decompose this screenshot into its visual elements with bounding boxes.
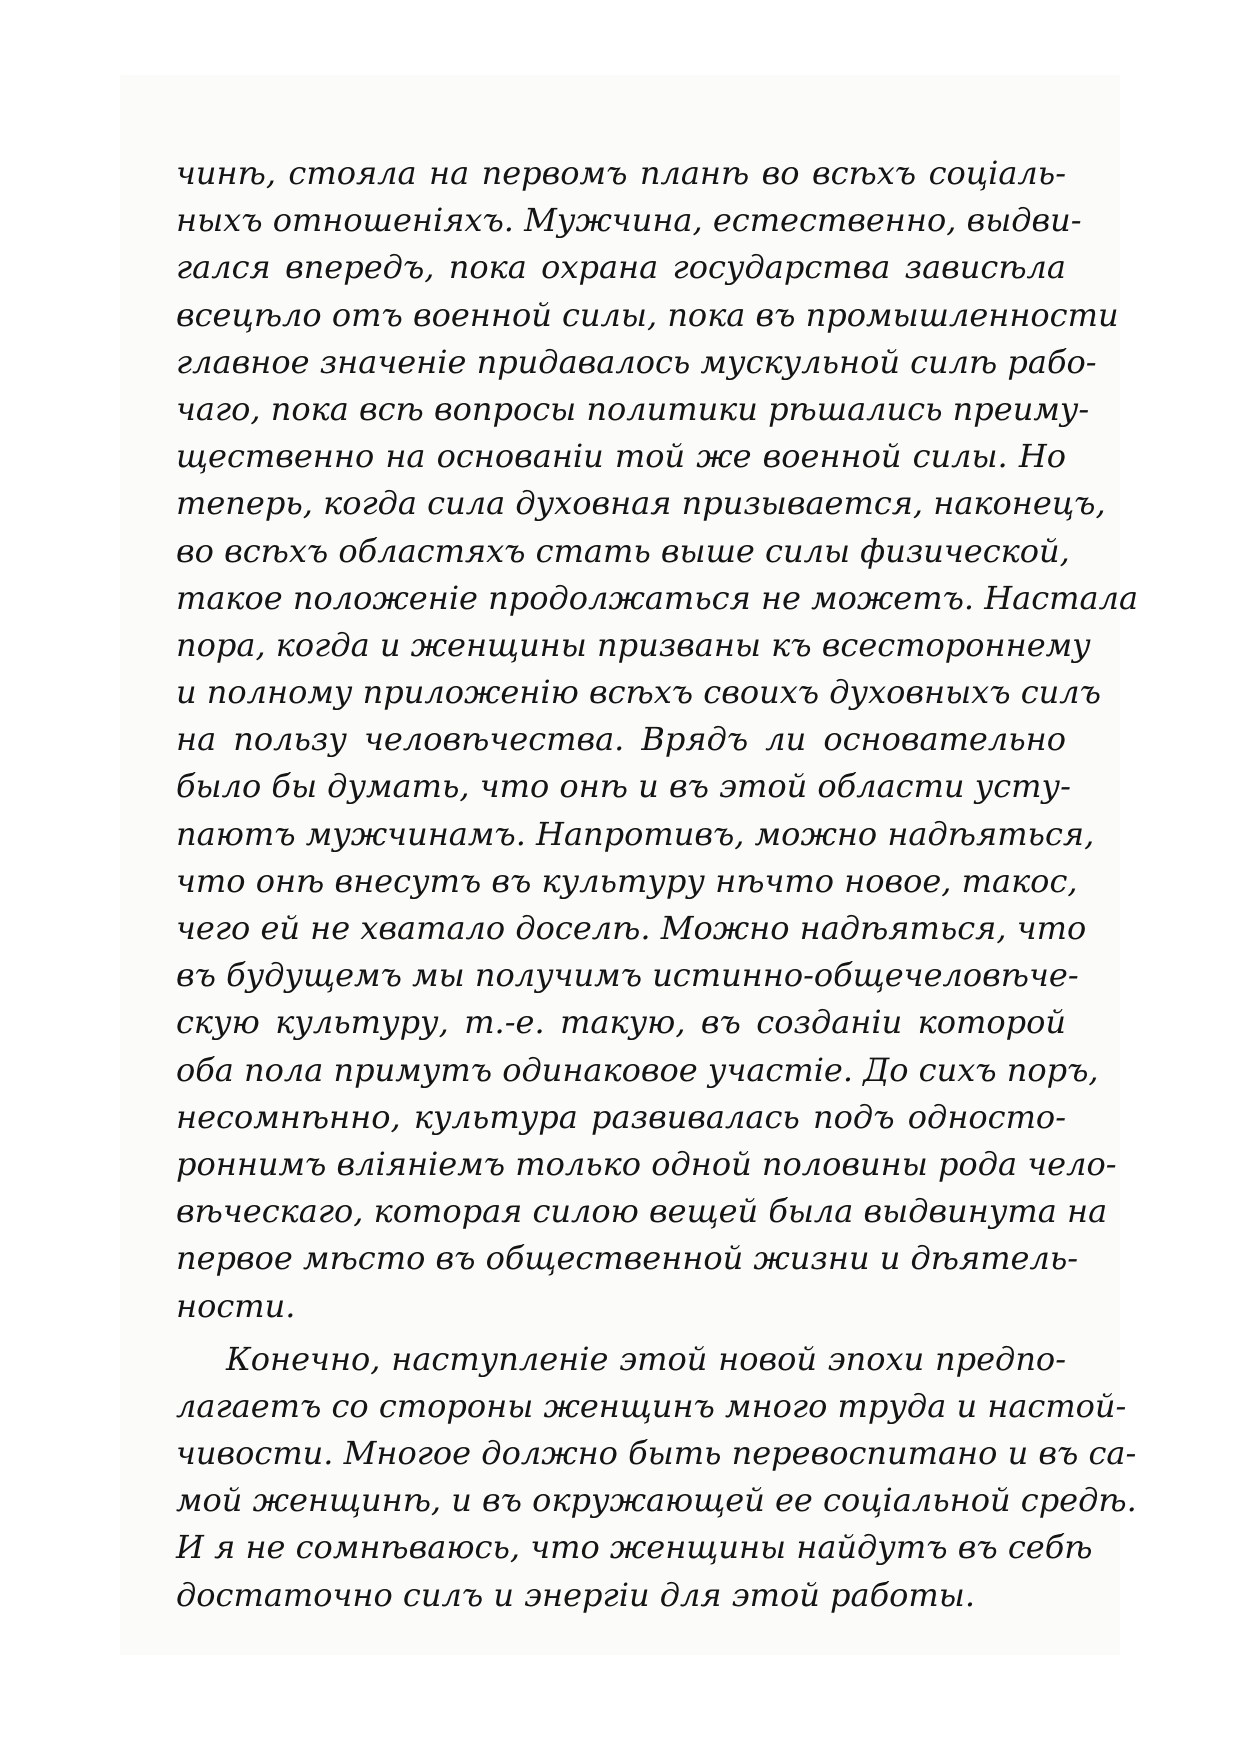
text-line: Конечно, наступленіе этой новой эпохи предпо- — [226, 1339, 1066, 1378]
text-line: что онѣ внесутъ въ культуру нѣчто новое, такос, — [176, 861, 1078, 900]
text-line: щественно на основаніи той же военной силы. Но — [176, 437, 1066, 476]
text-line: скую культуру, т.-е. такую, въ созданіи которой — [176, 1003, 1066, 1042]
text-line: несомнѣнно, культура развивалась подъ односто- — [176, 1097, 1066, 1136]
text-line: чего ей не хватало доселѣ. Можно надѣяться, что — [176, 909, 1087, 947]
text-line: И я не сомнѣваюсь, что женщины найдутъ въ себѣ — [176, 1528, 1093, 1567]
text-line: вѣческаго, которая силою вещей была выдвинута на — [176, 1192, 1108, 1231]
text-line: пора, когда и женщины призваны къ всестороннему — [176, 625, 1091, 664]
text-line: такое положеніе продолжаться не можетъ. Настала — [176, 578, 1139, 617]
text-line: лагаетъ со стороны женщинъ много труда и настой- — [176, 1386, 1127, 1425]
text-line: ности. — [176, 1286, 296, 1325]
text-line: ныхъ отношеніяхъ. Мужчина, естественно, выдви- — [176, 201, 1082, 240]
text-line: чинѣ, стояла на первомъ планѣ во всѣхъ соціаль- — [176, 154, 1066, 192]
text-line: первое мѣсто въ общественной жизни и дѣятель- — [176, 1239, 1079, 1278]
text-line: во всѣхъ областяхъ стать выше силы физической, — [176, 531, 1070, 570]
text-line: всецѣло отъ военной силы, пока въ промышленности — [176, 295, 1119, 334]
text-line: чаго, пока всѣ вопросы политики рѣшались преиму- — [176, 389, 1090, 428]
text-line: мой женщинѣ, и въ окружающей ее соціальной средѣ. — [176, 1481, 1137, 1520]
text-line: чивости. Многое должно быть перевоспитано и въ са- — [176, 1434, 1137, 1473]
text-line: гался впередъ, пока охрана государства зависѣла — [176, 248, 1066, 287]
text-line: и полному приложенію всѣхъ своихъ духовныхъ силъ — [176, 673, 1101, 712]
text-line: роннимъ вліяніемъ только одной половины рода чело- — [176, 1144, 1117, 1183]
text-line: оба пола примутъ одинаковое участіе. До сихъ поръ, — [176, 1050, 1099, 1089]
paragraph-1 — [176, 150, 1139, 1330]
text-line: теперь, когда сила духовная призывается, наконецъ, — [176, 484, 1106, 523]
paragraph-2 — [176, 1336, 1137, 1619]
text-line: на пользу человѣчества. Врядъ ли основательно — [176, 720, 1066, 759]
text-line: достаточно силъ и энергіи для этой работы. — [176, 1575, 975, 1614]
text-line: было бы думать, что онѣ и въ этой области усту- — [176, 767, 1071, 806]
text-line: въ будущемъ мы получимъ истинно-общечеловѣче- — [176, 956, 1079, 995]
text-line: паютъ мужчинамъ. Напротивъ, можно надѣяться, — [176, 814, 1095, 853]
body-text — [176, 150, 1139, 1619]
text-line: главное значеніе придавалось мускульной силѣ рабо- — [176, 342, 1097, 381]
